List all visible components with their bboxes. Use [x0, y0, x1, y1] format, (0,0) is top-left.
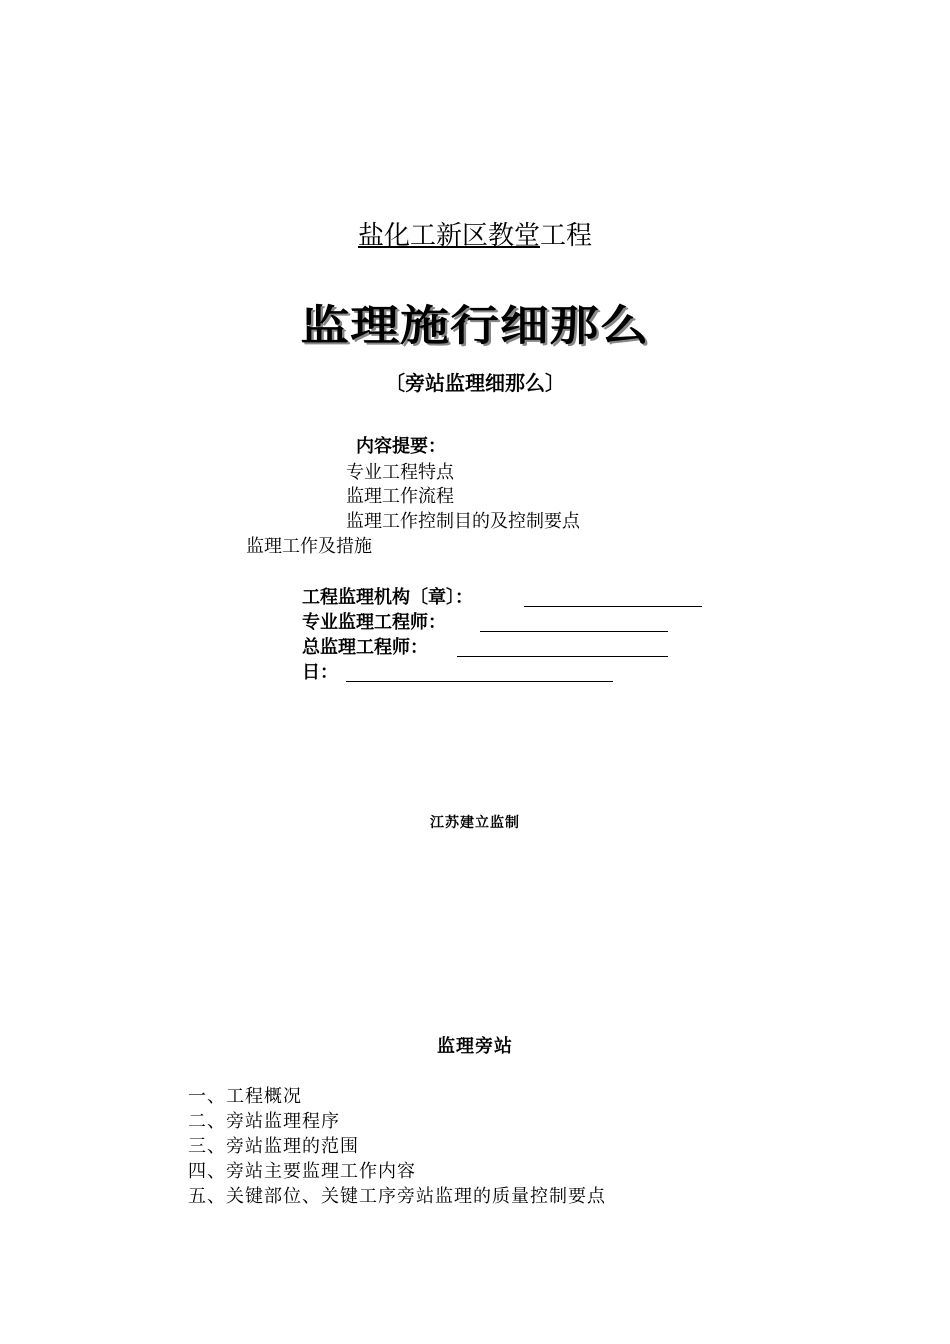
signature-line-engineer	[480, 631, 668, 632]
toc-item: 一、工程概况	[188, 1086, 302, 1107]
sub-title: 〔旁站监理细那么〕	[385, 371, 565, 395]
signature-label-chief: 总监理工程师：	[302, 637, 428, 658]
signature-line-date	[346, 681, 613, 682]
project-title-underlined: 盐化工新区教堂	[357, 221, 540, 251]
issuer-label: 江苏建立监制	[430, 815, 520, 831]
summary-heading: 内容提要：	[356, 436, 446, 457]
summary-item: 监理工作控制目的及控制要点	[346, 511, 580, 532]
toc-item: 五、关键部位、关键工序旁站监理的质量控制要点	[188, 1186, 606, 1207]
project-title	[0, 218, 950, 254]
signature-label-engineer: 专业监理工程师：	[302, 612, 446, 633]
section-heading: 监理旁站	[437, 1036, 513, 1057]
summary-item: 专业工程特点	[346, 462, 454, 483]
signature-label-agency: 工程监理机构〔章〕：	[302, 587, 473, 608]
main-title: 监理施行细那么	[300, 301, 650, 350]
signature-line-agency	[524, 606, 702, 607]
toc-item: 三、旁站监理的范围	[188, 1136, 359, 1157]
signature-label-date: 日：	[302, 662, 338, 683]
toc-item: 四、旁站主要监理工作内容	[188, 1161, 416, 1182]
summary-item: 监理工作及措施	[246, 536, 372, 557]
summary-item: 监理工作流程	[346, 486, 454, 507]
signature-line-chief	[457, 656, 668, 657]
toc-item: 二、旁站监理程序	[188, 1111, 340, 1132]
project-title-rest: 工程	[540, 221, 593, 251]
